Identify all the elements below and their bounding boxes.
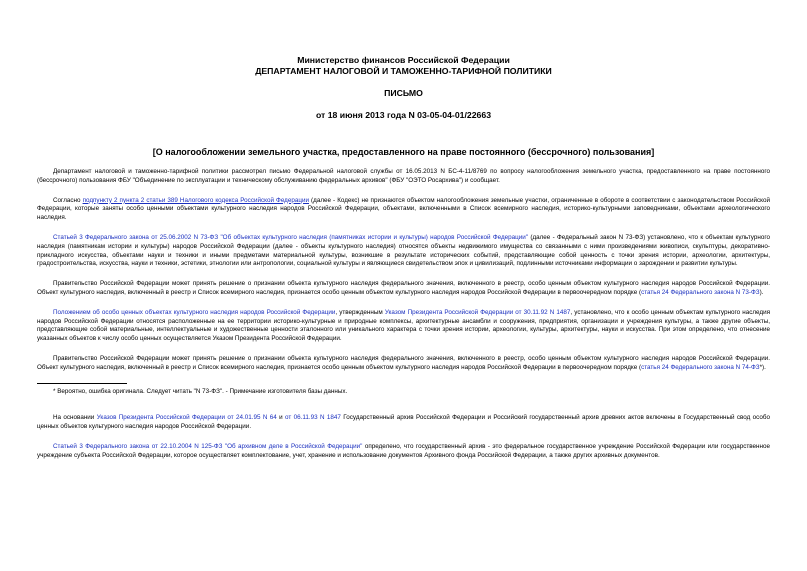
footnote-divider bbox=[37, 383, 127, 384]
paragraph-text: , утвержденным bbox=[335, 308, 385, 316]
document-subject: [О налогообложении земельного участка, предоставленного на праве постоянного (бессрочного) пользования] bbox=[152, 147, 655, 157]
link-decree-1847[interactable]: от 06.11.93 N 1847 bbox=[284, 414, 341, 422]
link-law-73-fz-art-3[interactable]: Статьей 3 Федерального закона от 25.06.2002 N 73-ФЗ "Об объектах культурного наследия (памятниках истории и культуры) народов Российской Федерации" bbox=[53, 233, 529, 241]
link-decree-1487[interactable]: Указом Президента Российской Федерации от 30.11.92 N 1487 bbox=[384, 308, 571, 316]
paragraph-8 bbox=[37, 443, 770, 461]
paragraph-text: ). bbox=[759, 288, 764, 296]
ministry-name: Министерство финансов Российской Федерации bbox=[297, 55, 510, 65]
paragraph-5 bbox=[37, 309, 770, 344]
paragraph-7 bbox=[37, 414, 770, 432]
document-type: ПИСЬМО bbox=[384, 88, 423, 98]
paragraph-text: На основании bbox=[53, 414, 97, 422]
document-date-number: от 18 июня 2013 года N 03-05-04-01/22663 bbox=[315, 110, 492, 120]
paragraph-text: Государственный архив Российской Федерации и Российский государственный архив древних актов включены в Государственный свод особо ценных объектов культурного наследия народов Российской Федерации. bbox=[37, 414, 771, 431]
paragraph-text: Правительство Российской Федерации может принять решение о признании объекта культурного наследия федерального значения, включенного в реестр, особо ценным объектом культурного наследия народов Российской Федерации. Объект культурного наследия, включенный в реестр и Список всемирного наследия, признается особо ценным объектом культурного наследия народов Российской Федерации в первоочередном порядке ( bbox=[37, 354, 770, 371]
link-law-73-fz-art-24[interactable]: статья 24 Федерального закона N 73-ФЗ bbox=[641, 288, 760, 296]
paragraph-6 bbox=[37, 355, 770, 373]
paragraph-text: определено, что государственный архив - это федеральное государственное учреждение Российской Федерации или государственное учреждение субъекта Российской Федерации, которое осуществляет комплектование, учет, хранение и использование документов Архивного фонда Российской Федерации, а также других архивных документов. bbox=[37, 442, 770, 459]
paragraph-1 bbox=[37, 168, 770, 186]
paragraph-text: Согласно bbox=[53, 196, 83, 204]
document-header bbox=[0, 55, 807, 158]
paragraph-text: Правительство Российской Федерации может принять решение о признании объекта культурного наследия федерального значения, включенного в реестр, особо ценным объектом культурного наследия народов Российской Федерации. Объект культурного наследия, включенный в реестр и Список всемирного наследия, признается особо ценным объектом культурного наследия народов Российской Федерации в первоочередном порядке ( bbox=[37, 280, 770, 296]
paragraph-4 bbox=[37, 280, 770, 298]
link-tax-code-art-389[interactable]: подпункту 2 пункта 2 статьи 389 Налогового кодекса Российской Федерации bbox=[82, 196, 310, 204]
paragraph-3 bbox=[37, 234, 770, 269]
paragraph-text: (далее - Федеральный закон N 73-ФЗ) установлено, что к объектам культурного наследия (памятникам истории и культуры) народов Российской Федерации (далее - объекты культурного наследия) относятся объекты недвижимого имущества со связанными с ними произведениями живописи, скульптуры, декоративно-прикладного искусства, объектами науки и техники и иными предметами материальной культуры, возникшие в результате исторических событий, представляющие собой ценность с точки зрения истории, археологии, архитектуры, градостроительства, искусства, науки и техники, эстетики, этнологии или антропологии, социальной культуры и являющиеся свидетельством эпох и цивилизаций, подлинными источниками информации о зарождении и развитии культуры. bbox=[37, 233, 770, 268]
link-decree-64[interactable]: Указов Президента Российской Федерации от 24.01.95 N 64 bbox=[96, 414, 277, 422]
link-regulation-valuable-objects[interactable]: Положением об особо ценных объектах культурного наследия народов Российской Федерации bbox=[53, 308, 336, 316]
paragraph-text: , установлено, что к особо ценным объектам культурного наследия народов Российской Федерации относятся расположенные на ее территории историко-культурные и природные комплексы, архитектурные ансамбли и сооружения, предприятия, организации и учреждения культуры, а также другие объекты, представляющие собой материальные, интеллектуальные и художественные ценности эталонного или уникального характера с точки зрения истории, археологии, культуры, архитектуры, науки и искусства. При этом определено, что отнесение указанных объектов к числу особо ценных осуществляется Указом Президента Российской Федерации. bbox=[37, 308, 770, 343]
link-law-125-fz-art-3[interactable]: Статьей 3 Федерального закона от 22.10.2004 N 125-ФЗ "Об архивном деле в Российской Федерации" bbox=[53, 442, 363, 450]
paragraph-text: (далее - Кодекс) не признаются объектом налогообложения земельные участки, ограниченные в обороте в соответствии с законодательством Российской Федерации, которые заняты особо ценными объектами культурного наследия народов Российской Федерации, объектами, включенными в Список всемирного наследия, историко-культурными заповедниками, объектами археологического наследия. bbox=[37, 196, 770, 222]
paragraph-2 bbox=[37, 197, 770, 223]
link-law-74-fz-art-24[interactable]: статья 24 Федерального закона N 74-ФЗ bbox=[641, 363, 760, 371]
paragraph-text: Департамент налоговой и таможенно-тарифной политики рассмотрел письмо Федеральной налоговой службы от 16.05.2013 N БС-4-11/8769 по вопросу налогообложения земельного участка, предоставленного на праве постоянного (бессрочного) пользования ФБУ "Объединение по эксплуатации и техническому обслуживанию федеральных архивов" (ФБУ "ОЭТО Росархива") и сообщает. bbox=[37, 168, 770, 184]
footnote: * Вероятно, ошибка оригинала. Следует читать "N 73-ФЗ". - Примечание изготовителя базы данных. bbox=[53, 387, 348, 395]
paragraph-text: и bbox=[276, 414, 285, 422]
department-name: ДЕПАРТАМЕНТ НАЛОГОВОЙ И ТАМОЖЕННО-ТАРИФНОЙ ПОЛИТИКИ bbox=[255, 66, 552, 76]
paragraph-text: *). bbox=[759, 363, 766, 371]
document-body bbox=[37, 168, 770, 472]
